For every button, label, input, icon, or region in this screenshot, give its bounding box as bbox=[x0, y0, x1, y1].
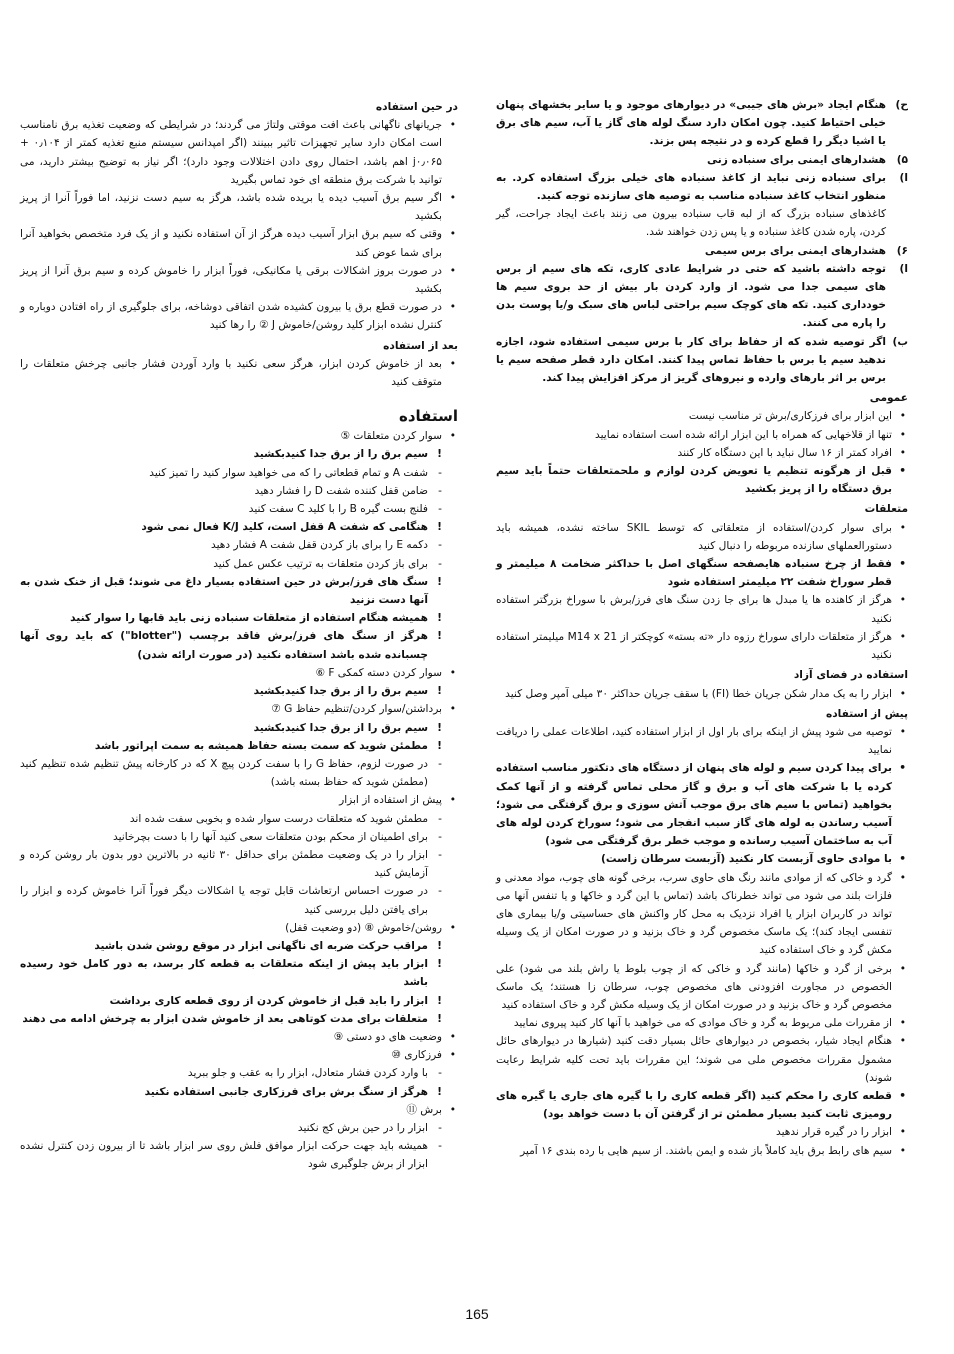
item-text: در حین استفاده bbox=[375, 101, 458, 113]
left-bul-item bbox=[20, 919, 458, 937]
right-bul-item bbox=[496, 1123, 908, 1141]
item-text: ابزار را به یک مدار شکن جریان خطا (FI) با سقف جریان حداکثر ۳۰ میلی آمپر وصل کنید bbox=[505, 687, 892, 700]
item-text: اگر سیم برق آسیب دیده یا بریده شده باشد، هرگز به سیم دست نزنید، اما فوراً آنرا از پریز بکشید bbox=[20, 192, 442, 223]
right-bul-item bbox=[496, 519, 908, 555]
item-text: برداشتن/سوار کردن/تنظیم حفاظ G ⑦ bbox=[271, 703, 442, 716]
item-number-label: ا) bbox=[899, 262, 908, 275]
item-text: ضامن قفل کننده شفت D را فشار دهید bbox=[254, 484, 428, 497]
left-exc-item bbox=[20, 518, 458, 536]
left-column bbox=[20, 96, 458, 1174]
left-exc-item bbox=[20, 573, 458, 609]
item-text: با موادی حاوی آزبست کار نکنید (آزبست سرطان زاست) bbox=[601, 853, 892, 866]
item-text: هنگام ایجاد «برش های جیبی» در دیوارهای موجود و یا سایر بخشهای پنهان خیلی احتیاط کنید. چون امکان دارد سنگ لوله های گاز یا آب، سیم های برق یا اشیا دیگر را قطع کرده و در نتیجه پس بزند. bbox=[496, 99, 886, 148]
item-text: سوار کردن متعلقات ⑤ bbox=[340, 430, 442, 443]
left-bul-item bbox=[20, 298, 458, 334]
left-dash-item bbox=[20, 500, 458, 518]
item-text: متعلقات برای مدت کوتاهی بعد از خاموش شدن ابزار به چرخش ادامه می دهند bbox=[22, 1012, 428, 1025]
right-num-item bbox=[496, 151, 908, 169]
right-bul-item bbox=[496, 462, 908, 498]
right-bul-item bbox=[496, 407, 908, 425]
item-text: در صورت بروز اشکالات برقی یا مکانیکی، فوراً ابزار را خاموش کرده و سیم برق آنرا از پریز بکشید bbox=[20, 264, 442, 296]
item-text: هنگام ایجاد شیار، بخصوص در دیوارهای حائل بسیار دقت کنید (شیارها در دیوارهای حائل مشمول مقررات مخصوص ملی می شوند؛ این مقررات باید تحت کلیه شرایط رعایت شوند) bbox=[496, 1035, 892, 1084]
left-bul-item bbox=[20, 700, 458, 718]
item-text: ابزار را در گیره قرار ندهید bbox=[776, 1126, 892, 1139]
item-text: این ابزار برای فرزکاری/برش تر مناسب نیست bbox=[688, 410, 892, 423]
item-text: فرزکاری ⑩ bbox=[391, 1049, 442, 1062]
item-number-label: ۵) bbox=[896, 153, 908, 166]
left-dash-item bbox=[20, 464, 458, 482]
item-text: وقتی که سیم برق ابزار آسیب دیده هرگز از آن استفاده نکنید و از یک فرد متخصص بخواهید آنرا برای شما عوض کند bbox=[20, 228, 442, 259]
item-number-label: ا) bbox=[899, 171, 908, 184]
item-text: متعلقات bbox=[864, 503, 908, 516]
right-cont-item bbox=[496, 205, 908, 241]
left-dash-item bbox=[20, 755, 458, 791]
right-bul-item bbox=[496, 850, 908, 868]
right-bul-item bbox=[496, 1142, 908, 1160]
item-text: مطمئن شوید که متعلقات درست سوار شده و بخوبی سفت شده اند bbox=[129, 812, 428, 825]
item-text: گرد و خاکی که از موادی مانند رنگ های حاوی سرب، برخی گونه های چوب، مواد معدنی و فلزات بلند می شود می تواند خطرناک باشد (تماس با این گرد و خاکها و یا تنفس آنها می تواند در کاربران ابزار یا افراد نزدیک به محل کار واکنش های حساسیتی و/یا بیماری های تنفسی ایجاد کند)؛ یک ماسک مخصوص گرد و خاک بزنید و در صورت امکان از یک وسیله مکش گرد و خاک استفاده کنید bbox=[496, 871, 892, 957]
left-h-item bbox=[20, 337, 458, 355]
item-text: کاغذهای سنباده بزرگ که از لبه قاب سنباده بیرون می زنند باعث ایجاد جراحت، گیر کردن، پاره شدن کاغذ سنباده و یا پس زدن خواهند شد. bbox=[496, 208, 886, 239]
item-text: استفاده bbox=[399, 407, 458, 426]
item-text: برای اطمینان از محکم بودن متعلقات سعی کنید آنها را با دست بچرخانید bbox=[113, 830, 428, 843]
item-text: برای باز کردن متعلقات به ترتیب عکس عمل کنید bbox=[213, 557, 428, 570]
right-bul-item bbox=[496, 869, 908, 960]
left-big-item bbox=[20, 405, 458, 427]
item-text: برای پیدا کردن سیم و لوله های پنهان از دستگاه های دتکتور مناسب استفاده کرده یا با شرکت های آب و برق و گاز محلی تماس گرفته و از آنها کمک بخواهید (تماس با سیم های برق موجب آتش سوزی و برق گرفتگی می شود؛ آسیب رساندن به لوله های گاز سبب انفجار می شود؛ سوراخ کردن لوله های آب به ساختمان آسیب رسانده و موجب خطر برق گرفتگی می شود) bbox=[496, 762, 892, 848]
item-text: فلنج بست گیره B را با کلید C سفت کنید bbox=[248, 503, 428, 516]
item-text: شفت A و تمام قطعاتی را که می خواهید سوار کنید را تمیز کنید bbox=[149, 466, 428, 479]
item-text: هنگامی که شفت A قفل است، کلید K/J فعال نمی شود bbox=[141, 521, 428, 534]
item-text: مراقب حرکت ضربه ای ناگهانی ابزار در موقع روشن شدن باشید bbox=[94, 939, 428, 952]
item-text: جریانهای ناگهانی باعث افت موقتی ولتاژ می گردند؛ در شرایطی که وضعیت تغذیه برق نامناسب است امکان دارد سایر تجهیزات تاثیر ببینند (اگر امپدانس سیستم منبع تغذیه کمتر از ۰٫۱۰۴ + j۰٫۰۶۵ اهم باشد، احتمال روی دادن اختلالات وجود دارد)؛ اگر نیاز به توضیح بیشتر دارید، می توانید با شرکت برق منطقه ای خود تماس بگیرید bbox=[20, 119, 442, 186]
item-text: افراد کمتر از ۱۶ سال نباید با این دستگاه کار کنند bbox=[677, 446, 892, 459]
right-bul-item bbox=[496, 723, 908, 759]
right-bul-item bbox=[496, 426, 908, 444]
item-text: سیم برق را از برق جدا کنیدبکشید bbox=[253, 721, 428, 734]
item-text: ابزار را در یک وضعیت مطمئن برای حداقل ۳۰ ثانیه در بالاترین دور بدون بار روشن کرده و آزمایش کنید bbox=[20, 848, 428, 880]
item-number-label: ۶) bbox=[896, 244, 908, 257]
left-h-item bbox=[20, 98, 458, 116]
item-text: توجه داشته باشید که حتی در شرایط عادی کاری، تکه های سیم از برس های سیمی جدا می شود. از وارد کردن بار بیش از حد بروی سیم ها خودداری کنید. تکه های کوچک سیم براحتی لباس های سبک و/یا پوست بدن را پاره می کنند. bbox=[496, 262, 886, 330]
left-exc-item bbox=[20, 609, 458, 627]
left-exc-item bbox=[20, 627, 458, 663]
left-dash-item bbox=[20, 846, 458, 882]
left-exc-item bbox=[20, 937, 458, 955]
left-bul-item bbox=[20, 262, 458, 298]
item-text: سیم های رابط برق باید کاملاً باز شده و ایمن باشند. از سیم هایی با رده بندی ۱۶ آمپر bbox=[520, 1144, 892, 1157]
item-text: توصیه می شود پیش از اینکه برای بار اول از ابزار استفاده کنید، اطلاعات عملی را دریافت نمایید bbox=[496, 725, 892, 757]
page-number: 165 bbox=[465, 1306, 489, 1322]
item-text: قطعه کاری را محکم کنید (اگر قطعه کاری را با گیره های جاری یا گیره های رومیزی ثابت کنید بسیار مطمئن تر از گرفتن آن با دست خواهد بود) bbox=[496, 1089, 892, 1121]
left-exc-item bbox=[20, 719, 458, 737]
left-dash-item bbox=[20, 482, 458, 500]
left-bul-item bbox=[20, 116, 458, 189]
left-bul-item bbox=[20, 1046, 458, 1064]
item-text: وضعیت های دو دستی ⑨ bbox=[333, 1030, 442, 1043]
right-bul-item bbox=[496, 685, 908, 703]
item-text: اگر توصیه شده که از حفاظ برای کار با برس سیمی استفاده شود، اجازه ندهید سیم یا برس با حفاظ تماس پیدا کنند. امکان دارد قطر صفحه سیم یا برس بر اثر بارهای وارده و نیروهای گریز از مرکز افزایش پیدا کند. bbox=[496, 335, 886, 385]
left-dash-item bbox=[20, 1137, 458, 1173]
item-text: در صورت لزوم، حفاظ G را با سفت کردن پیچ X که در کارخانه پیش تنظیم شده تنظیم کنید (مطمئن شوید که حفاظ بسته باشد) bbox=[20, 757, 428, 789]
left-dash-item bbox=[20, 828, 458, 846]
right-h-item bbox=[496, 705, 908, 723]
item-text: سیم برق را از برق جدا کنیدبکشید bbox=[253, 448, 428, 461]
item-text: فقط از چرخ سنباده هایصفحه سنگهای اصل با حداکثر ضخامت ۸ میلیمتر و قطر سوراخ شفت ۲۲ میلیمتر استفاده شود bbox=[496, 558, 892, 589]
left-bul-item bbox=[20, 189, 458, 225]
right-bul-item bbox=[496, 628, 908, 664]
right-bul-item bbox=[496, 591, 908, 627]
item-text: در صورت احساس ارتعاشات قابل توجه یا اشکالات دیگر فوراً آنرا خاموش کرده و ابزار را برای یافتن دلیل بررسی کنید bbox=[20, 885, 428, 916]
item-text: از مقررات ملی مربوط به گرد و خاک موادی که می خواهید با آنها کار کنید پیروی نمایید bbox=[513, 1017, 892, 1030]
right-num-item bbox=[496, 333, 908, 388]
item-text: قبل از هرگونه تنظیم یا تعویض کردن لوازم و ملحمتعلقات حتماً باید سیم برق دستگاه را از پریز بکشید bbox=[496, 465, 892, 496]
item-text: هرگز از کاهنده ها یا مبدل ها برای جا زدن سنگ های فرز/برش با سوراخ بزرگتر استفاده نکنید bbox=[496, 594, 892, 625]
item-text: سیم برق را از برق جدا کنیدبکشید bbox=[253, 685, 428, 698]
left-exc-item bbox=[20, 445, 458, 463]
left-bul-item bbox=[20, 355, 458, 391]
item-text: دکمه E را برای باز کردن قفل شفت A فشار دهید bbox=[211, 539, 428, 552]
right-num-item bbox=[496, 242, 908, 260]
item-text: همیشه باید جهت حرکت ابزار موافق فلش روی سر ابزار باشد تا از بیرون زدن کنترل نشده ابزار از برش جلوگیری شود bbox=[20, 1140, 428, 1171]
left-dash-item bbox=[20, 555, 458, 573]
right-num-item bbox=[496, 96, 908, 151]
left-dash-item bbox=[20, 810, 458, 828]
item-text: برای سنباده زنی نباید از کاغذ سنباده های خیلی بزرگ استفاده کرد. به منظور انتخاب کاغذ سنباده مناسب به توصیه های سازنده توجه کنید. bbox=[496, 171, 886, 203]
right-bul-item bbox=[496, 960, 908, 1015]
left-dash-item bbox=[20, 536, 458, 554]
left-exc-item bbox=[20, 682, 458, 700]
left-bul-item bbox=[20, 427, 458, 445]
item-number-label: ب) bbox=[892, 335, 908, 348]
left-exc-item bbox=[20, 1083, 458, 1101]
item-text: هرگز از سنگ های فرز/برش فاقد برچسب ("blotter") که باید روی آنها چسبانده شده باشد استفاده نکنید (در صورت ارائه شدن) bbox=[20, 630, 428, 661]
right-bul-item bbox=[496, 1032, 908, 1087]
item-text: سوار کردن دسته کمکی F ⑥ bbox=[315, 666, 442, 679]
left-bul-item bbox=[20, 1101, 458, 1119]
item-text: برخی از گرد و خاکها (مانند گرد و خاکی که از چوب بلوط یا راش بلند می شود) علی الخصوص در مجاورت افزودنی های مخصوص چوب، سرطان زا هستند؛ یک ماسک مخصوص گرد و خاک بزنید و در صورت امکان از یک وسیله مکش گرد و خاک استفاده کنید bbox=[496, 962, 892, 1011]
right-num-item bbox=[496, 169, 908, 205]
item-text: ابزار را باید قبل از خاموش کردن از روی قطعه کاری برداشت bbox=[109, 994, 428, 1007]
right-h-item bbox=[496, 500, 908, 518]
item-text: برش ⑪ bbox=[406, 1103, 442, 1116]
item-text: سنگ های فرز/برش در حین استفاده بسیار داغ می شوند؛ قبل از خنک شدن به آنها دست نزنید bbox=[20, 575, 428, 607]
left-exc-item bbox=[20, 992, 458, 1010]
left-dash-item bbox=[20, 1064, 458, 1082]
right-bul-item bbox=[496, 1014, 908, 1032]
item-text: روشن/خاموش ⑧ (دو وضعیت قفل) bbox=[285, 921, 442, 934]
item-text: در صورت قطع برق یا بیرون کشیده شدن اتفاقی دوشاخه، برای جلوگیری از راه افتادن دوباره و کنترل نشده ابزار کلید روشن/خاموش J ② را رها کنید bbox=[20, 301, 442, 332]
item-text: برای سوار کردن/استفاده از متعلقاتی که توسط SKIL ساخته نشده، همیشه باید دستورالعملهای سازنده مربوطه را دنبال کنید bbox=[496, 521, 892, 552]
right-column bbox=[496, 96, 908, 1160]
right-bul-item bbox=[496, 1087, 908, 1123]
right-bul-item bbox=[496, 759, 908, 850]
item-text: ابزار را در حین برش کج نکنید bbox=[297, 1121, 428, 1134]
item-text: بعد از خاموش کردن ابزار، هرگز سعی نکنید با وارد آوردن فشار جانبی چرخش متعلقات را متوقف کنید bbox=[20, 357, 442, 389]
right-bul-item bbox=[496, 555, 908, 591]
item-text: استفاده در فضای آزاد bbox=[793, 669, 908, 682]
item-text: ابزار باید پیش از اینکه متعلقات به قطعه کار برسد، به دور کامل خود رسیده باشد bbox=[20, 958, 428, 989]
left-bul-item bbox=[20, 1028, 458, 1046]
item-text: هشدارهای ایمنی برای برس سیمی bbox=[704, 244, 886, 257]
item-text: تنها از قلاخهایی که همراه با این ابزار ارائه شده است استفاده نمایید bbox=[595, 428, 892, 441]
item-number-label: ح) bbox=[895, 99, 908, 111]
item-text: هشدارهای ایمنی برای سنباده زنی bbox=[707, 153, 886, 166]
left-exc-item bbox=[20, 1010, 458, 1028]
left-dash-item bbox=[20, 1119, 458, 1137]
left-dash-item bbox=[20, 882, 458, 918]
left-bul-item bbox=[20, 225, 458, 261]
item-text: هرگز از متعلقات دارای سوراخ رزوه دار «ته بسته» کوچکتر از M14 x 21 میلیمتر استفاده نکنید bbox=[496, 630, 892, 662]
right-num-item bbox=[496, 260, 908, 333]
item-text: پیش از استفاده از ابزار bbox=[339, 794, 442, 807]
left-exc-item bbox=[20, 955, 458, 991]
item-text: بعد از استفاده bbox=[383, 339, 458, 352]
item-text: با وارد کردن فشار متعادل، ابزار را به عقب و جلو ببرید bbox=[187, 1067, 428, 1080]
left-bul-item bbox=[20, 791, 458, 809]
item-text: عمومی bbox=[869, 392, 908, 405]
left-bul-item bbox=[20, 664, 458, 682]
right-h-item bbox=[496, 389, 908, 407]
item-text: هرگز از سنگ برش برای فرزکاری جانبی استفاده نکنید bbox=[144, 1085, 428, 1098]
item-text: پیش از استفاده bbox=[825, 707, 908, 720]
right-bul-item bbox=[496, 444, 908, 462]
right-h-item bbox=[496, 666, 908, 684]
item-text: مطمئن شوید که سمت بسته حفاظ همیشه به سمت اپراتور باشد bbox=[94, 739, 428, 752]
item-text: همیشه هنگام استفاده از متعلقات سنباده زنی باید قابها را سوار کنید bbox=[70, 612, 428, 625]
left-exc-item bbox=[20, 737, 458, 755]
